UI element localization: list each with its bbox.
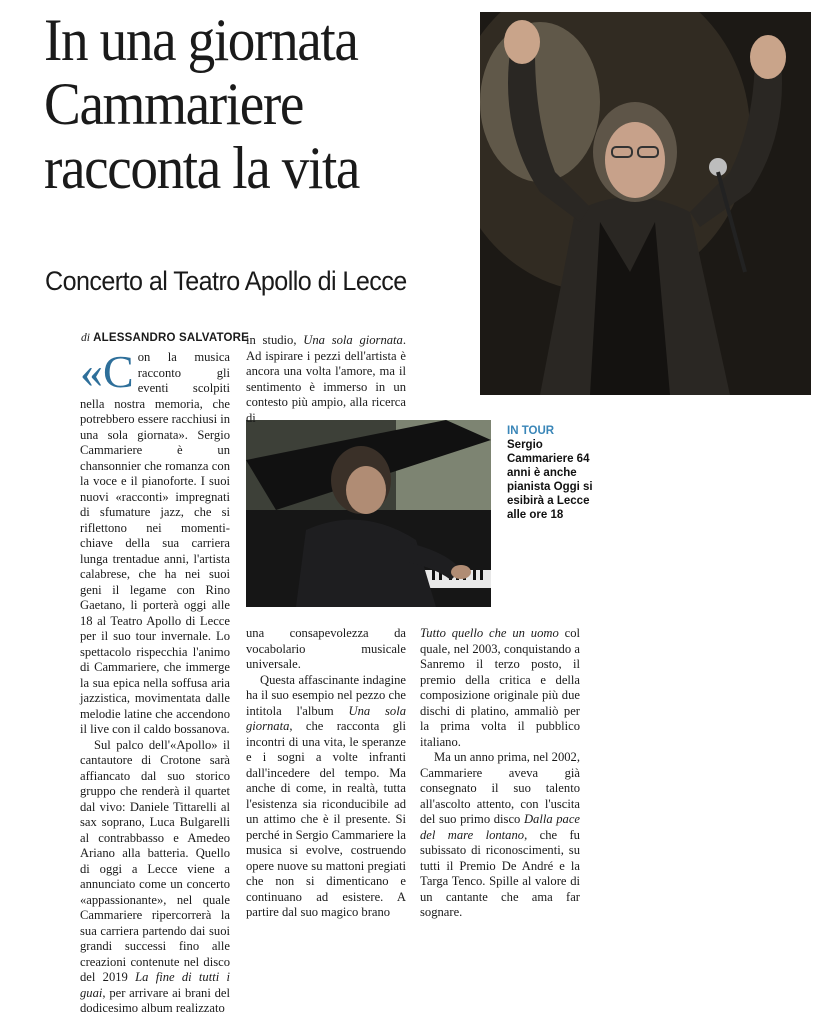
article-paragraph xyxy=(420,626,580,750)
article-paragraph xyxy=(80,346,231,738)
album-title: La fine di tutti i guai xyxy=(80,970,230,1000)
byline-prefix: di xyxy=(81,332,90,344)
article-paragraph xyxy=(420,750,580,921)
article-paragraph: una consapevolezza da vocabolario musicale universale. xyxy=(246,626,406,671)
article-column-1 xyxy=(80,346,231,1015)
paragraph-text: , che fu subissato di riconoscimenti, su tutti il Premio De André e la Targa Tenco. Spille al valore di un cantante che ama far sognare. xyxy=(420,827,580,919)
article-column-3 xyxy=(420,626,581,919)
inset-photo-singer-at-piano xyxy=(246,420,491,607)
album-title: Dalla pace del mare lontano xyxy=(420,812,581,842)
caption-text: Sergio Cammariere 64 anni è anche pianista Oggi si esibirà a Lecce alle ore 18 xyxy=(507,439,593,521)
photo-caption xyxy=(507,424,607,522)
album-title: Una sola giornata xyxy=(246,703,406,733)
album-title: Una sola giornata xyxy=(303,333,403,347)
article-paragraph xyxy=(80,738,230,1017)
paragraph-text: Sul palco dell'«Apollo» il cantautore di Crotone sarà affiancato dal suo storico gruppo che renderà il quartet dal vivo: Daniele Tittarelli al sax soprano, Luca Bulgarelli al contrabbasso e Amedeo Ariano alla batteria. Quello di oggi a Lecce viene a annunciato come un concerto «appassionante», nel quale Cammariere ripercorrerà la sua carriera partendo dai suoi grandi successi fino alle creazioni contenute nel disco del 2019 xyxy=(80,737,230,984)
paragraph-text: Ma un anno prima, nel 2002, Cammariere aveva già consegnato il suo talento all'ascolto attento, con l'uscita del suo primo disco xyxy=(420,750,580,826)
article-paragraph xyxy=(246,333,406,426)
paragraph-text: . Ad ispirare i pezzi dell'artista è ancora una volta l'amore, ma il sentimento è immerso in un contesto più ampio, alla ricerca di xyxy=(246,333,406,425)
article-column-2 xyxy=(246,626,406,919)
paragraph-text: Questa affascinante indagine ha il suo esempio nel pezzo che intitola l'album xyxy=(246,672,406,718)
paragraph-text: on la musica racconto gli eventi scolpiti nella nostra memoria, che potrebbero essere racchiusi in una sola giornata». Sergio Cammariere è un chansonnier che romanza con la voce e il pianoforte. I suoi nuovi «racconti» impregnati di sfumature jazz, che si riflettono nei momenti-chiave della sua carriera lunga trentadue anni, l'artista calabrese, che ha nei suoi geni il legame con Rino Gaetano, li porterà oggi alle 18 al Teatro Apollo di Lecce per il suo tour invernale. Lo spettacolo rispecchia l'animo di Cammariere, che immerge la sua epica nella soffusa aria jazzistica, movimentata dalle melodie latine che accendono il live con il caldo bossanova. xyxy=(80,350,231,736)
paragraph-text: col quale, nel 2003, conquistando a Sanremo il terzo posto, il premio della critica e della composizione originale più due dischi di platino, ammaliò per la prima volta il pubblico italiano. xyxy=(420,626,580,749)
article-column-2-top xyxy=(246,333,406,425)
byline-author: ALESSANDRO SALVATORE xyxy=(93,332,250,344)
subhead: Concerto al Teatro Apollo di Lecce xyxy=(45,266,407,296)
headline: In una giornata Cammariere racconta la vita xyxy=(44,7,360,201)
dropcap: «C xyxy=(80,346,134,397)
song-title: Tutto quello che un uomo xyxy=(420,626,559,640)
byline xyxy=(81,332,249,344)
main-photo-singer-arms-raised xyxy=(480,12,811,395)
paragraph-text: in studio, xyxy=(246,333,297,347)
paragraph-text: , che racconta gli incontri di una vita, le speranze e i sogni a volte infranti dall'incedere del tempo. Ma anche di come, in realtà, tutta l'esistenza sia riconducibile ad un attimo che è il presente. Si perché in Sergio Cammariere la musica si evolve, costruendo opere nuove su mattoni pregiati che non si dimenticano e continuano ad esistere. A partire dal suo magico brano xyxy=(246,719,406,919)
article-paragraph xyxy=(246,673,406,921)
paragraph-text: , per arrivare ai brani del dodicesimo album realizzato xyxy=(80,985,230,1015)
caption-tag: IN TOUR xyxy=(507,425,555,437)
